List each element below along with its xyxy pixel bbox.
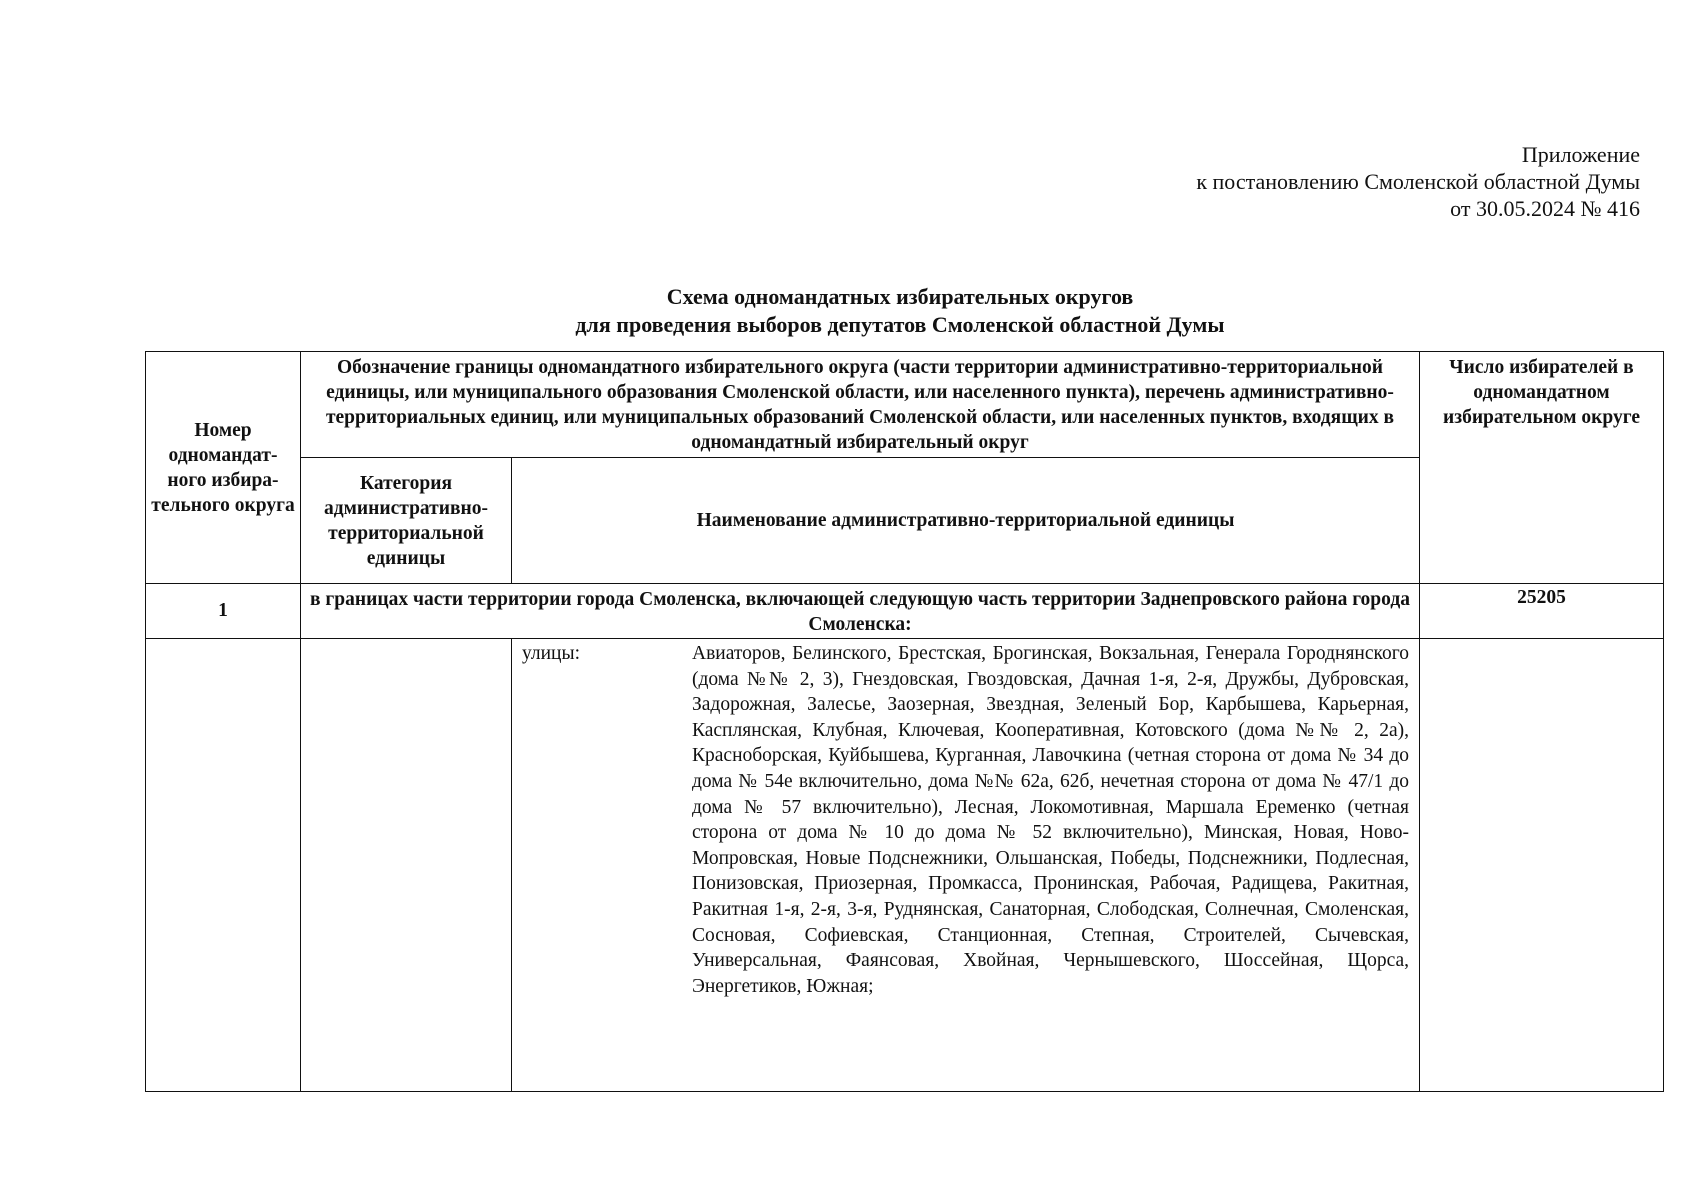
empty-number-cell <box>146 639 301 1092</box>
streets-label: улицы: <box>522 643 581 664</box>
appendix-line-1: Приложение <box>1521 142 1640 167</box>
appendix-line-3: от 30.05.2024 № 416 <box>1450 196 1640 221</box>
voter-count-cell: 25205 <box>1420 584 1664 639</box>
table-header-row <box>146 352 1664 458</box>
header-category: Категория административно-территориальной единицы <box>301 458 512 584</box>
empty-count-cell <box>1420 639 1664 1092</box>
header-boundary: Обозначение границы одномандатного избирательного округа (части территории административно-территориальной единицы, или муниципального образования Смоленской области, или населенного пункта), перечень административно-территориальных единиц, или муниципальных образований Смоленской области, или населенных пунктов, входящих в одномандатный избирательный округ <box>301 352 1420 458</box>
district-description-cell: в границах части территории города Смоленска, включающей следующую часть территории Заднепровского района города Смоленска: <box>301 584 1420 639</box>
header-voter-count: Число избирателей в одномандатном избирательном округе <box>1420 352 1664 584</box>
districts-table <box>145 351 1664 1092</box>
category-cell <box>301 639 512 1092</box>
title-line-2: для проведения выборов депутатов Смоленской областной Думы <box>575 312 1225 337</box>
table-row <box>146 639 1664 1092</box>
table-row <box>146 584 1664 639</box>
title-line-1: Схема одномандатных избирательных округов <box>666 284 1134 309</box>
appendix-line-2: к постановлению Смоленской областной Думы <box>1196 169 1640 194</box>
streets-list: Авиаторов, Белинского, Брестская, Брогинская, Вокзальная, Генерала Городнянского (дома №№ 2, 3), Гнездовская, Гвоздовская, Дачная 1-я, 2-я, Дружбы, Дубровская, Задорожная, Залесье, Заозерная, Звездная, Зеленый Бор, Карбышева, Карьерная, Касплянская, Клубная, Ключевая, Кооперативная, Котовского (дома №№ 2, 2а), Красноборская, Куйбышева, Курганная, Лавочкина (четная сторона от дома № 34 до дома № 54е включительно, дома №№ 62а, 62б, нечетная сторона от дома № 47/1 до дома № 57 включительно), Лесная, Локомотивная, Маршала Еременко (четная сторона от дома № 10 до дома № 52 включительно), Минская, Новая, Ново-Мопровская, Новые Подснежники, Ольшанская, Победы, Подснежники, Подлесная, Понизовская, Приозерная, Промкасса, Пронинская, Рабочая, Радищева, Ракитная, Ракитная 1-я, 2-я, 3-я, Руднянская, Санаторная, Слободская, Солнечная, Смоленская, Сосновая, Софиевская, Станционная, Степная, Строителей, Сычевская, Универсальная, Фаянсовая, Хвойная, Чернышевского, Шоссейная, Щорса, Энергетиков, Южная; <box>692 643 1409 997</box>
header-district-number: Номер одномандат-ного избира-тельного округа <box>146 352 301 584</box>
document-title <box>140 283 1660 339</box>
header-unit-name: Наименование административно-территориальной единицы <box>512 458 1420 584</box>
district-number-cell: 1 <box>146 584 301 639</box>
streets-cell <box>512 639 1420 1092</box>
appendix-header <box>1196 141 1640 222</box>
